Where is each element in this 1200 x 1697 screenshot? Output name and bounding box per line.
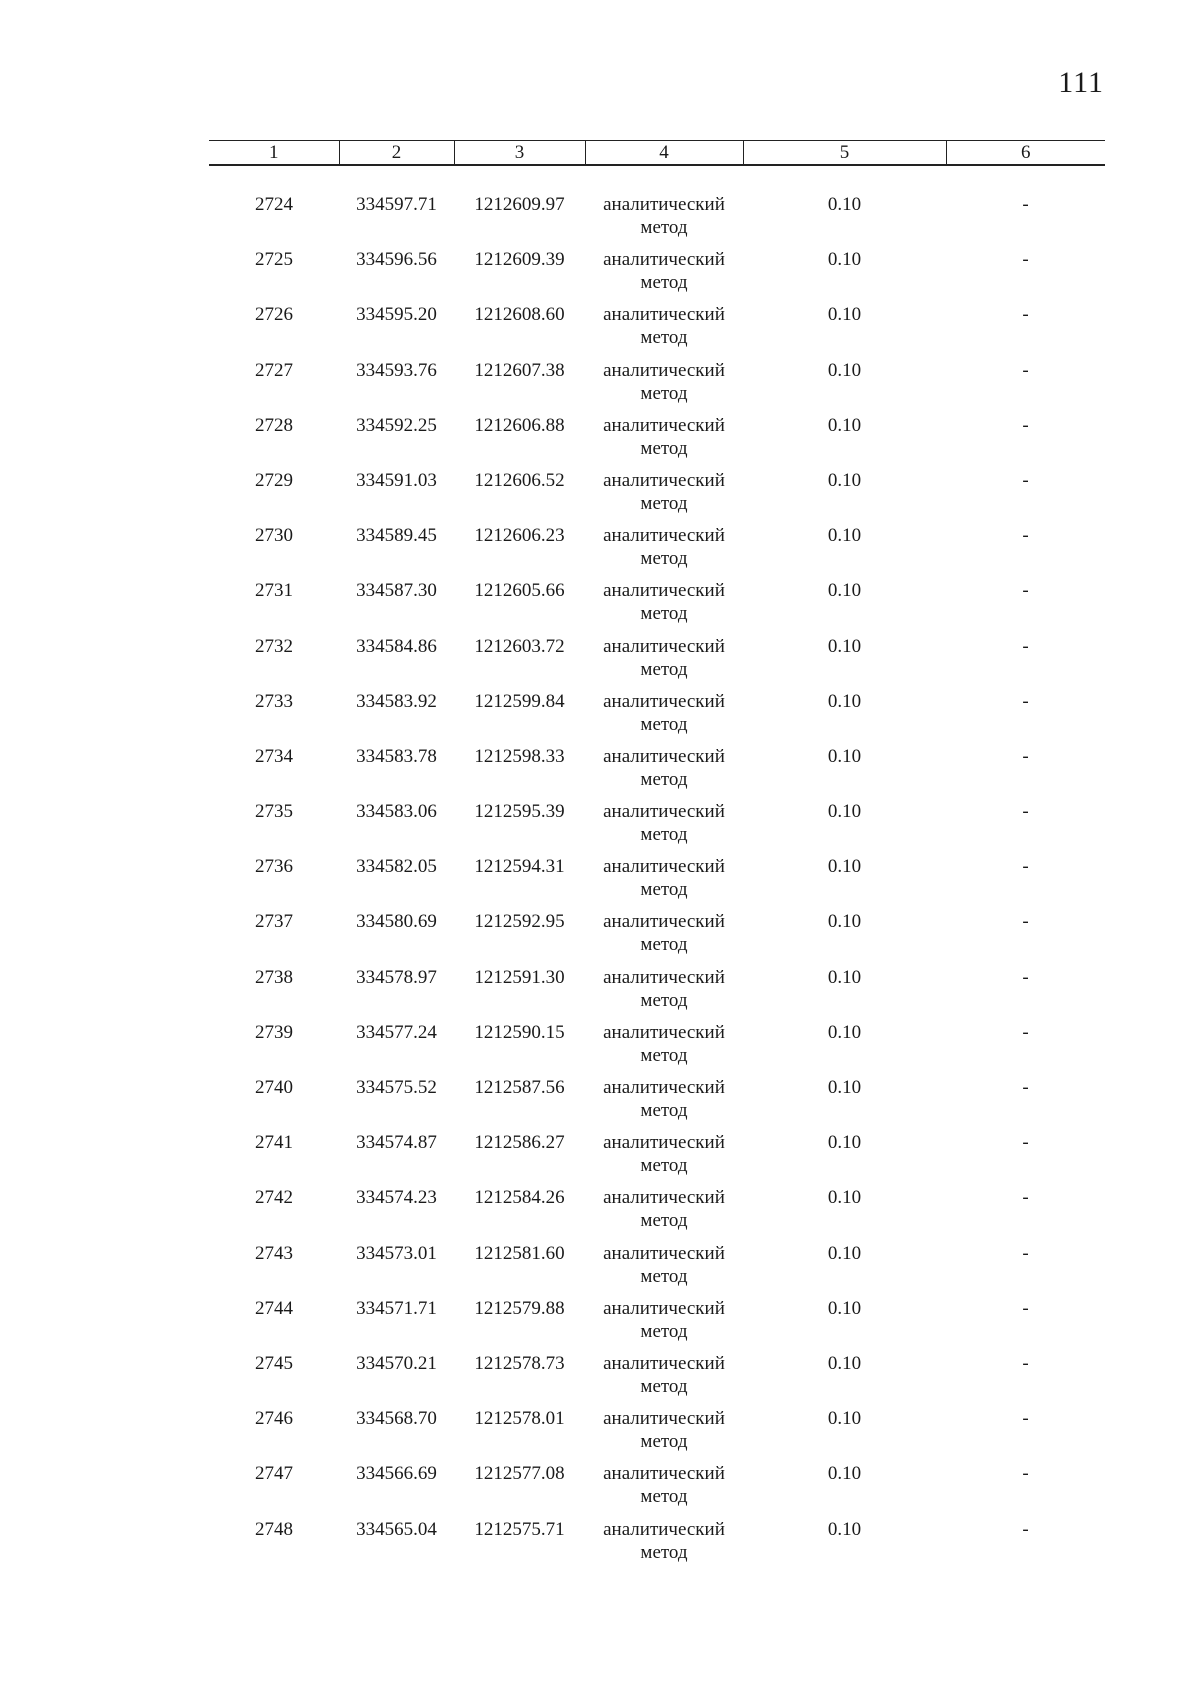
method-cell [585, 1352, 743, 1407]
method-line-2: метод [640, 1265, 688, 1287]
method-line-2: метод [640, 327, 688, 349]
note-cell: - [1022, 525, 1029, 547]
table-row [209, 193, 1105, 248]
method-line-2: метод [640, 1431, 688, 1453]
point-number-cell: 2742 [255, 1187, 293, 1209]
precision-cell: 0.10 [827, 249, 862, 271]
method-line-2: метод [640, 272, 688, 294]
method-line-2: метод [640, 989, 688, 1011]
precision-cell: 0.10 [827, 856, 862, 878]
x-coordinate-cell: 334597.71 [356, 194, 437, 215]
point-number-cell: 2725 [255, 249, 293, 271]
y-coordinate-cell: 1212577.08 [474, 1463, 565, 1485]
note-cell: - [1022, 745, 1029, 767]
note-cell: - [1022, 856, 1029, 878]
method-line-1: аналитический [603, 966, 725, 988]
table-row [209, 1021, 1105, 1076]
precision-cell: 0.10 [827, 1352, 862, 1374]
method-line-1: аналитический [603, 745, 725, 767]
method-line-2: метод [640, 382, 688, 404]
column-header-5: 5 [743, 141, 946, 166]
note-cell: - [1022, 1518, 1029, 1540]
table-row [209, 745, 1105, 800]
point-number-cell: 2730 [255, 525, 293, 547]
y-coordinate-cell: 1212606.52 [474, 469, 565, 491]
table-row [209, 248, 1105, 303]
note-cell: - [1022, 1352, 1029, 1374]
note-cell: - [1022, 1077, 1029, 1098]
method-line-2: метод [640, 768, 688, 790]
y-coordinate-cell: 1212607.38 [474, 359, 565, 381]
x-coordinate-cell: 334574.87 [356, 1132, 437, 1154]
y-coordinate-cell: 1212603.72 [474, 635, 565, 657]
x-coordinate-cell: 334566.69 [356, 1463, 437, 1485]
y-coordinate-cell: 1212584.26 [474, 1187, 565, 1209]
table-row [209, 1518, 1105, 1573]
page-number: 111 [1058, 66, 1104, 99]
x-coordinate-cell: 334570.21 [356, 1352, 437, 1374]
method-line-2: метод [640, 1210, 688, 1232]
column-header-3: 3 [454, 141, 585, 166]
precision-cell: 0.10 [827, 745, 862, 767]
note-cell: - [1022, 635, 1029, 657]
y-coordinate-cell: 1212591.30 [474, 966, 565, 988]
x-coordinate-cell: 334583.06 [356, 801, 437, 823]
coordinates-table-container [209, 140, 1105, 1573]
method-line-1: аналитический [603, 525, 725, 547]
method-line-1: аналитический [603, 1352, 725, 1374]
point-number-cell: 2733 [255, 690, 293, 712]
method-cell [585, 359, 743, 414]
method-line-2: метод [640, 1155, 688, 1177]
x-coordinate-cell: 334573.01 [356, 1242, 437, 1264]
precision-cell: 0.10 [827, 1242, 862, 1264]
point-number-cell: 2740 [255, 1077, 293, 1098]
method-cell [585, 910, 743, 965]
precision-cell: 0.10 [827, 1021, 862, 1043]
point-number-cell: 2724 [255, 194, 293, 215]
x-coordinate-cell: 334584.86 [356, 635, 437, 657]
note-cell: - [1022, 1242, 1029, 1264]
spacer-cell [209, 165, 1105, 193]
y-coordinate-cell: 1212609.97 [474, 194, 565, 215]
method-line-1: аналитический [603, 635, 725, 657]
precision-cell: 0.10 [827, 1077, 862, 1098]
column-header-6: 6 [946, 141, 1105, 166]
method-cell [585, 635, 743, 690]
method-line-2: метод [640, 824, 688, 846]
note-cell: - [1022, 911, 1029, 933]
point-number-cell: 2732 [255, 635, 293, 657]
x-coordinate-cell: 334578.97 [356, 966, 437, 988]
method-cell [585, 1518, 743, 1573]
precision-cell: 0.10 [827, 1518, 862, 1540]
method-cell [585, 800, 743, 855]
table-row [209, 910, 1105, 965]
x-coordinate-cell: 334583.92 [356, 690, 437, 712]
table-header-row [209, 141, 1105, 166]
precision-cell: 0.10 [827, 1408, 862, 1430]
point-number-cell: 2748 [255, 1518, 293, 1540]
y-coordinate-cell: 1212594.31 [474, 856, 565, 878]
method-line-2: метод [640, 217, 688, 238]
y-coordinate-cell: 1212586.27 [474, 1132, 565, 1154]
note-cell: - [1022, 801, 1029, 823]
table-row [209, 524, 1105, 579]
method-cell [585, 579, 743, 634]
table-row [209, 1352, 1105, 1407]
method-line-2: метод [640, 1541, 688, 1563]
y-coordinate-cell: 1212606.23 [474, 525, 565, 547]
y-coordinate-cell: 1212605.66 [474, 580, 565, 602]
method-line-1: аналитический [603, 1297, 725, 1319]
precision-cell: 0.10 [827, 469, 862, 491]
table-row [209, 690, 1105, 745]
column-header-2: 2 [339, 141, 454, 166]
note-cell: - [1022, 1187, 1029, 1209]
point-number-cell: 2741 [255, 1132, 293, 1154]
method-line-1: аналитический [603, 414, 725, 436]
method-cell [585, 1297, 743, 1352]
point-number-cell: 2726 [255, 304, 293, 326]
y-coordinate-cell: 1212581.60 [474, 1242, 565, 1264]
method-line-2: метод [640, 548, 688, 570]
note-cell: - [1022, 194, 1029, 215]
note-cell: - [1022, 966, 1029, 988]
method-line-1: аналитический [603, 1463, 725, 1485]
table-row [209, 1297, 1105, 1352]
method-line-2: метод [640, 1320, 688, 1342]
y-coordinate-cell: 1212587.56 [474, 1077, 565, 1098]
y-coordinate-cell: 1212599.84 [474, 690, 565, 712]
method-cell [585, 303, 743, 358]
y-coordinate-cell: 1212590.15 [474, 1021, 565, 1043]
method-line-1: аналитический [603, 1021, 725, 1043]
point-number-cell: 2738 [255, 966, 293, 988]
x-coordinate-cell: 334587.30 [356, 580, 437, 602]
x-coordinate-cell: 334583.78 [356, 745, 437, 767]
point-number-cell: 2745 [255, 1352, 293, 1374]
method-line-1: аналитический [603, 1518, 725, 1540]
method-line-2: метод [640, 713, 688, 735]
precision-cell: 0.10 [827, 194, 862, 215]
method-cell [585, 1076, 743, 1131]
note-cell: - [1022, 1408, 1029, 1430]
method-cell [585, 414, 743, 469]
coordinates-table [209, 140, 1105, 1573]
x-coordinate-cell: 334582.05 [356, 856, 437, 878]
method-cell [585, 690, 743, 745]
table-row [209, 1186, 1105, 1241]
method-line-1: аналитический [603, 1187, 725, 1209]
point-number-cell: 2737 [255, 911, 293, 933]
column-header-1: 1 [209, 141, 339, 166]
precision-cell: 0.10 [827, 635, 862, 657]
method-cell [585, 524, 743, 579]
method-line-1: аналитический [603, 1077, 725, 1098]
method-cell [585, 745, 743, 800]
note-cell: - [1022, 359, 1029, 381]
y-coordinate-cell: 1212595.39 [474, 801, 565, 823]
method-line-2: метод [640, 658, 688, 680]
x-coordinate-cell: 334577.24 [356, 1021, 437, 1043]
method-cell [585, 469, 743, 524]
x-coordinate-cell: 334593.76 [356, 359, 437, 381]
method-cell [585, 1462, 743, 1517]
table-row [209, 303, 1105, 358]
x-coordinate-cell: 334596.56 [356, 249, 437, 271]
precision-cell: 0.10 [827, 801, 862, 823]
method-line-1: аналитический [603, 359, 725, 381]
method-line-1: аналитический [603, 1132, 725, 1154]
precision-cell: 0.10 [827, 1187, 862, 1209]
note-cell: - [1022, 690, 1029, 712]
note-cell: - [1022, 1021, 1029, 1043]
table-row [209, 359, 1105, 414]
method-line-2: метод [640, 1486, 688, 1508]
precision-cell: 0.10 [827, 580, 862, 602]
x-coordinate-cell: 334580.69 [356, 911, 437, 933]
point-number-cell: 2734 [255, 745, 293, 767]
y-coordinate-cell: 1212579.88 [474, 1297, 565, 1319]
x-coordinate-cell: 334592.25 [356, 414, 437, 436]
x-coordinate-cell: 334589.45 [356, 525, 437, 547]
y-coordinate-cell: 1212606.88 [474, 414, 565, 436]
method-line-1: аналитический [603, 304, 725, 326]
table-row [209, 1407, 1105, 1462]
method-line-2: метод [640, 492, 688, 514]
method-line-2: метод [640, 934, 688, 956]
method-line-2: метод [640, 603, 688, 625]
note-cell: - [1022, 249, 1029, 271]
y-coordinate-cell: 1212598.33 [474, 745, 565, 767]
method-cell [585, 1021, 743, 1076]
table-body [209, 165, 1105, 1573]
method-line-1: аналитический [603, 194, 725, 215]
method-line-2: метод [640, 1044, 688, 1066]
method-cell [585, 193, 743, 248]
table-header [209, 141, 1105, 166]
table-row [209, 1462, 1105, 1517]
table-row [209, 469, 1105, 524]
note-cell: - [1022, 1297, 1029, 1319]
precision-cell: 0.10 [827, 304, 862, 326]
point-number-cell: 2731 [255, 580, 293, 602]
note-cell: - [1022, 1463, 1029, 1485]
method-line-1: аналитический [603, 801, 725, 823]
precision-cell: 0.10 [827, 1463, 862, 1485]
method-cell [585, 1131, 743, 1186]
column-header-4: 4 [585, 141, 743, 166]
point-number-cell: 2729 [255, 469, 293, 491]
note-cell: - [1022, 304, 1029, 326]
method-line-2: метод [640, 879, 688, 901]
point-number-cell: 2746 [255, 1408, 293, 1430]
table-row [209, 1131, 1105, 1186]
point-number-cell: 2728 [255, 414, 293, 436]
method-cell [585, 1242, 743, 1297]
method-cell [585, 1186, 743, 1241]
method-line-1: аналитический [603, 469, 725, 491]
method-line-1: аналитический [603, 690, 725, 712]
table-row [209, 966, 1105, 1021]
method-line-1: аналитический [603, 249, 725, 271]
precision-cell: 0.10 [827, 966, 862, 988]
table-spacer-row [209, 165, 1105, 193]
y-coordinate-cell: 1212608.60 [474, 304, 565, 326]
note-cell: - [1022, 1132, 1029, 1154]
method-line-1: аналитический [603, 1242, 725, 1264]
precision-cell: 0.10 [827, 911, 862, 933]
point-number-cell: 2747 [255, 1463, 293, 1485]
table-row [209, 635, 1105, 690]
method-cell [585, 966, 743, 1021]
point-number-cell: 2736 [255, 856, 293, 878]
table-row [209, 1076, 1105, 1131]
point-number-cell: 2743 [255, 1242, 293, 1264]
method-line-1: аналитический [603, 911, 725, 933]
method-line-1: аналитический [603, 580, 725, 602]
x-coordinate-cell: 334575.52 [356, 1077, 437, 1098]
x-coordinate-cell: 334571.71 [356, 1297, 437, 1319]
method-line-2: метод [640, 1375, 688, 1397]
precision-cell: 0.10 [827, 525, 862, 547]
note-cell: - [1022, 469, 1029, 491]
precision-cell: 0.10 [827, 1132, 862, 1154]
y-coordinate-cell: 1212578.01 [474, 1408, 565, 1430]
table-row [209, 1242, 1105, 1297]
table-row [209, 579, 1105, 634]
table-row [209, 414, 1105, 469]
x-coordinate-cell: 334595.20 [356, 304, 437, 326]
method-cell [585, 248, 743, 303]
x-coordinate-cell: 334565.04 [356, 1518, 437, 1540]
point-number-cell: 2735 [255, 801, 293, 823]
x-coordinate-cell: 334568.70 [356, 1408, 437, 1430]
y-coordinate-cell: 1212578.73 [474, 1352, 565, 1374]
precision-cell: 0.10 [827, 359, 862, 381]
x-coordinate-cell: 334574.23 [356, 1187, 437, 1209]
note-cell: - [1022, 414, 1029, 436]
y-coordinate-cell: 1212575.71 [474, 1518, 565, 1540]
method-cell [585, 855, 743, 910]
method-line-1: аналитический [603, 856, 725, 878]
method-cell [585, 1407, 743, 1462]
method-line-2: метод [640, 437, 688, 459]
table-row [209, 855, 1105, 910]
precision-cell: 0.10 [827, 690, 862, 712]
y-coordinate-cell: 1212592.95 [474, 911, 565, 933]
table-row [209, 800, 1105, 855]
method-line-1: аналитический [603, 1408, 725, 1430]
x-coordinate-cell: 334591.03 [356, 469, 437, 491]
note-cell: - [1022, 580, 1029, 602]
y-coordinate-cell: 1212609.39 [474, 249, 565, 271]
point-number-cell: 2739 [255, 1021, 293, 1043]
point-number-cell: 2727 [255, 359, 293, 381]
method-line-2: метод [640, 1100, 688, 1121]
precision-cell: 0.10 [827, 1297, 862, 1319]
point-number-cell: 2744 [255, 1297, 293, 1319]
precision-cell: 0.10 [827, 414, 862, 436]
